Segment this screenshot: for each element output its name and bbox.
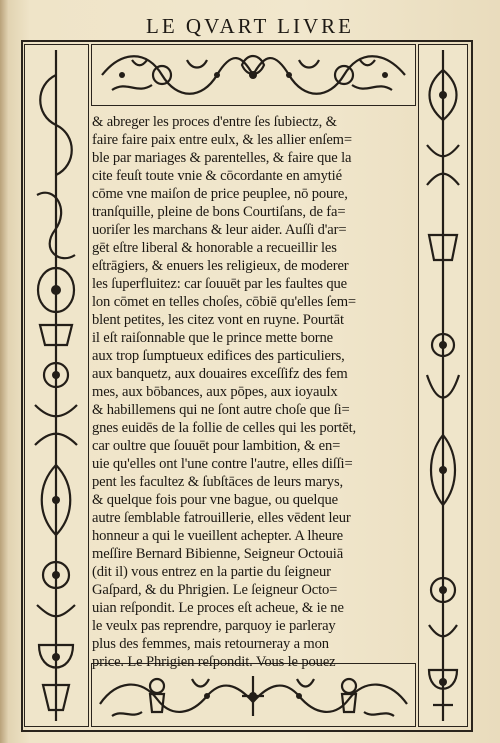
text-line: meſſire Bernard Bibienne, Seigneur Octouiā — [92, 546, 344, 562]
text-line: tranſquille, pleine de bons Courtiſans, de fa= — [92, 204, 346, 220]
text-line: ble par mariages & parentelles, & faire que la — [92, 150, 352, 166]
text-line: pent les facultez & ſubſtāces de leurs marys, — [92, 474, 343, 490]
text-line: blent petites, les citez vont en ruyne. Pourtāt — [92, 312, 344, 328]
text-line: uoriſer les marchans & leur aider. Auſſi d'ar= — [92, 222, 347, 238]
text-line: uie qu'elles ont l'une contre l'autre, elles diſſi= — [92, 456, 353, 472]
text-line: cōme vne maiſon de price peuplee, nō poure, — [92, 186, 348, 202]
text-line: Gaſpard, & du Phrigien. Le ſeigneur Octo= — [92, 582, 338, 598]
text-line: gēt eſtre liberal & honorable a recueillir les — [92, 240, 337, 256]
text-line: faire faire paix entre eulx, & les allier enſem= — [92, 132, 352, 148]
text-line: honneur a qui le vueillent achepter. A lheure — [92, 528, 343, 544]
text-line: & quelque fois pour vne bague, ou quelque — [92, 492, 338, 508]
text-line: lon cōmet en telles choſes, cōbiē qu'elles ſem= — [92, 294, 356, 310]
text-line: uian reſpondit. Le proces eſt acheue, & ie ne — [92, 600, 344, 616]
running-head: LE QVART LIVRE — [146, 14, 354, 38]
left-ornament-border — [24, 44, 89, 727]
top-scrollwork-ornament — [92, 45, 415, 105]
bottom-putti-ornament — [92, 664, 415, 726]
right-candelabrum-ornament — [419, 45, 467, 726]
page-gutter — [0, 0, 9, 743]
text-line: & abreger les proces d'entre ſes ſubiectz, & — [92, 114, 337, 130]
text-line: car oultre que ſouuēt pour lambition, & en= — [92, 438, 341, 454]
left-candelabrum-ornament — [25, 45, 88, 726]
text-line: les ſuperfluitez: car ſouuēt par les faultes que — [92, 276, 347, 292]
text-line: price. Le Phrigien reſpondit. Vous le pouez — [92, 654, 336, 670]
text-line: eſtrāgiers, & enuers les religieux, de moderer — [92, 258, 349, 274]
text-line: (dit il) vous entrez en la partie du ſeigneur — [92, 564, 331, 580]
top-ornament-border — [91, 44, 416, 106]
text-line: aux banquetz, aux douaires exceſſifz des fem — [92, 366, 348, 382]
text-line: & habillemens qui ne ſont autre choſe que ſi= — [92, 402, 350, 418]
text-line: cite feuſt toute vnie & cōcordante en amytié — [92, 168, 342, 184]
text-line: plus des femmes, mais retourneray a mon — [92, 636, 329, 652]
text-block — [92, 111, 415, 670]
text-line: aux trop ſumptueux edifices des particuliers, — [92, 348, 345, 364]
text-line: gnes euidēs de la follie de celles qui les portēt, — [92, 420, 357, 436]
text-line: le veulx pas reprendre, parquoy ie parleray — [92, 618, 336, 634]
right-ornament-border — [418, 44, 468, 727]
text-line: autre ſemblable fatrouillerie, elles vēdent leur — [92, 510, 351, 526]
text-line: mes, aux bōbances, aux pōpes, aux ioyaulx — [92, 384, 338, 400]
text-line: il eſt raiſonnable que le prince mette borne — [92, 330, 333, 346]
